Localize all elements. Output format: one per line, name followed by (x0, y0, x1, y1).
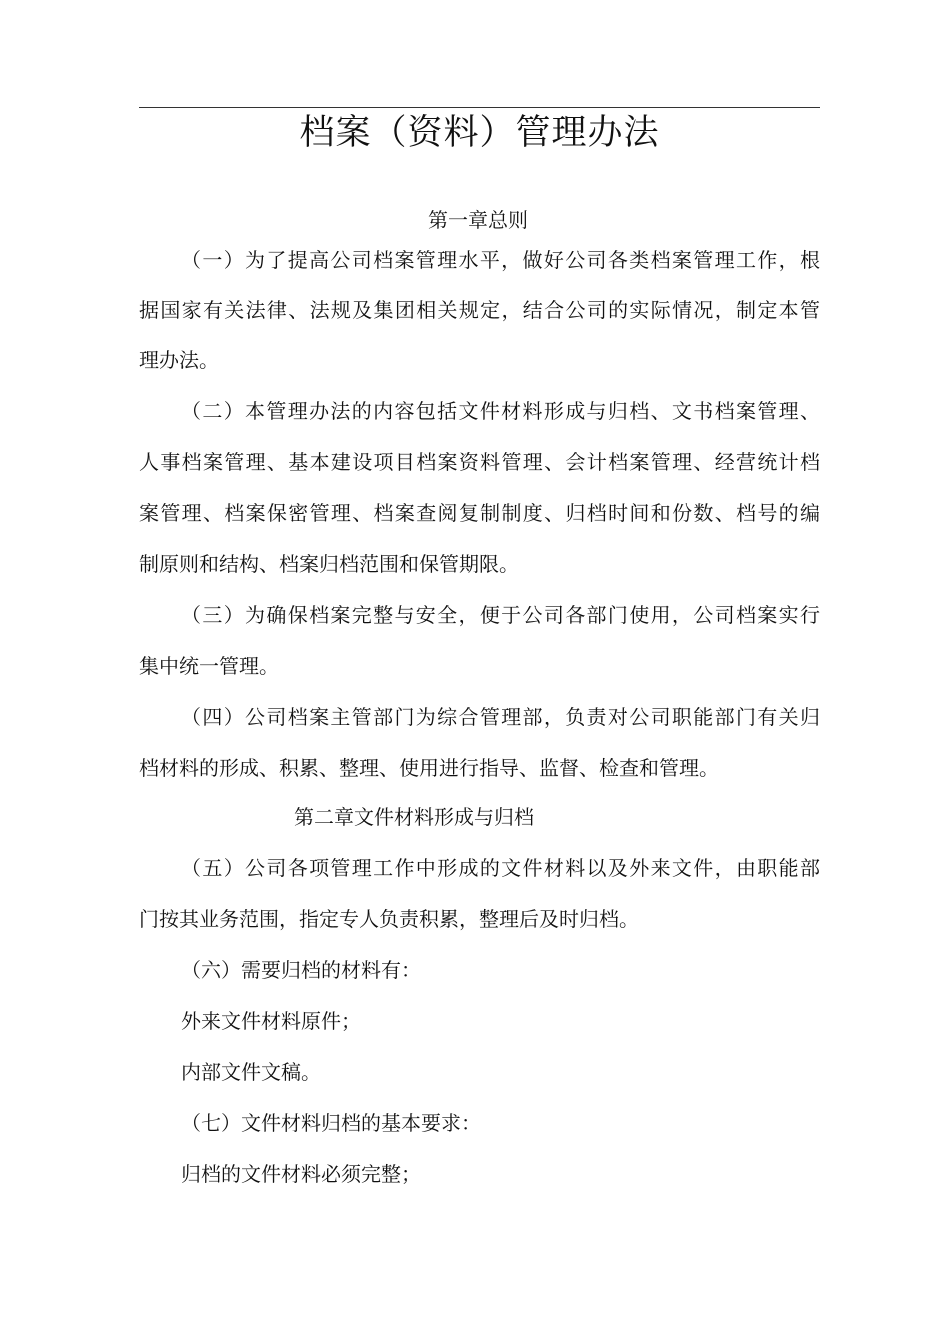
chapter-2-heading: 第二章文件材料形成与归档 (294, 805, 534, 829)
paragraph-1-line-1: （一）为了提高公司档案管理水平，做好公司各类档案管理工作，根 (181, 248, 820, 272)
document-title: 档案（资料）管理办法 (299, 113, 660, 153)
paragraph-3-line-1: （三）为确保档案完整与安全，便于公司各部门使用，公司档案实行 (181, 603, 820, 627)
list-item-complete-requirement: 归档的文件材料必须完整； (181, 1162, 421, 1186)
paragraph-5-line-2: 门按其业务范围，指定专人负责积累，整理后及时归档。 (139, 907, 639, 931)
paragraph-4-line-1: （四）公司档案主管部门为综合管理部，负责对公司职能部门有关归 (181, 705, 820, 729)
list-item-internal-drafts: 内部文件文稿。 (181, 1060, 321, 1084)
chapter-1-heading: 第一章总则 (428, 208, 528, 232)
paragraph-4-line-2: 档材料的形成、积累、整理、使用进行指导、监督、检查和管理。 (139, 756, 719, 780)
paragraph-1-line-3: 理办法。 (139, 348, 219, 372)
list-item-external-originals: 外来文件材料原件； (181, 1009, 361, 1033)
paragraph-2-line-3: 案管理、档案保密管理、档案查阅复制制度、归档时间和份数、档号的编 (139, 501, 820, 525)
paragraph-1-line-2: 据国家有关法律、法规及集团相关规定，结合公司的实际情况，制定本管 (139, 298, 820, 322)
paragraph-2-line-2: 人事档案管理、基本建设项目档案资料管理、会计档案管理、经营统计档 (139, 450, 820, 474)
paragraph-6: （六）需要归档的材料有： (181, 958, 421, 982)
paragraph-2-line-4: 制原则和结构、档案归档范围和保管期限。 (139, 552, 519, 576)
paragraph-7: （七）文件材料归档的基本要求： (181, 1111, 481, 1135)
paragraph-2-line-1: （二）本管理办法的内容包括文件材料形成与归档、文书档案管理、 (181, 399, 820, 423)
paragraph-5-line-1: （五）公司各项管理工作中形成的文件材料以及外来文件，由职能部 (181, 856, 820, 880)
paragraph-3-line-2: 集中统一管理。 (139, 654, 279, 678)
